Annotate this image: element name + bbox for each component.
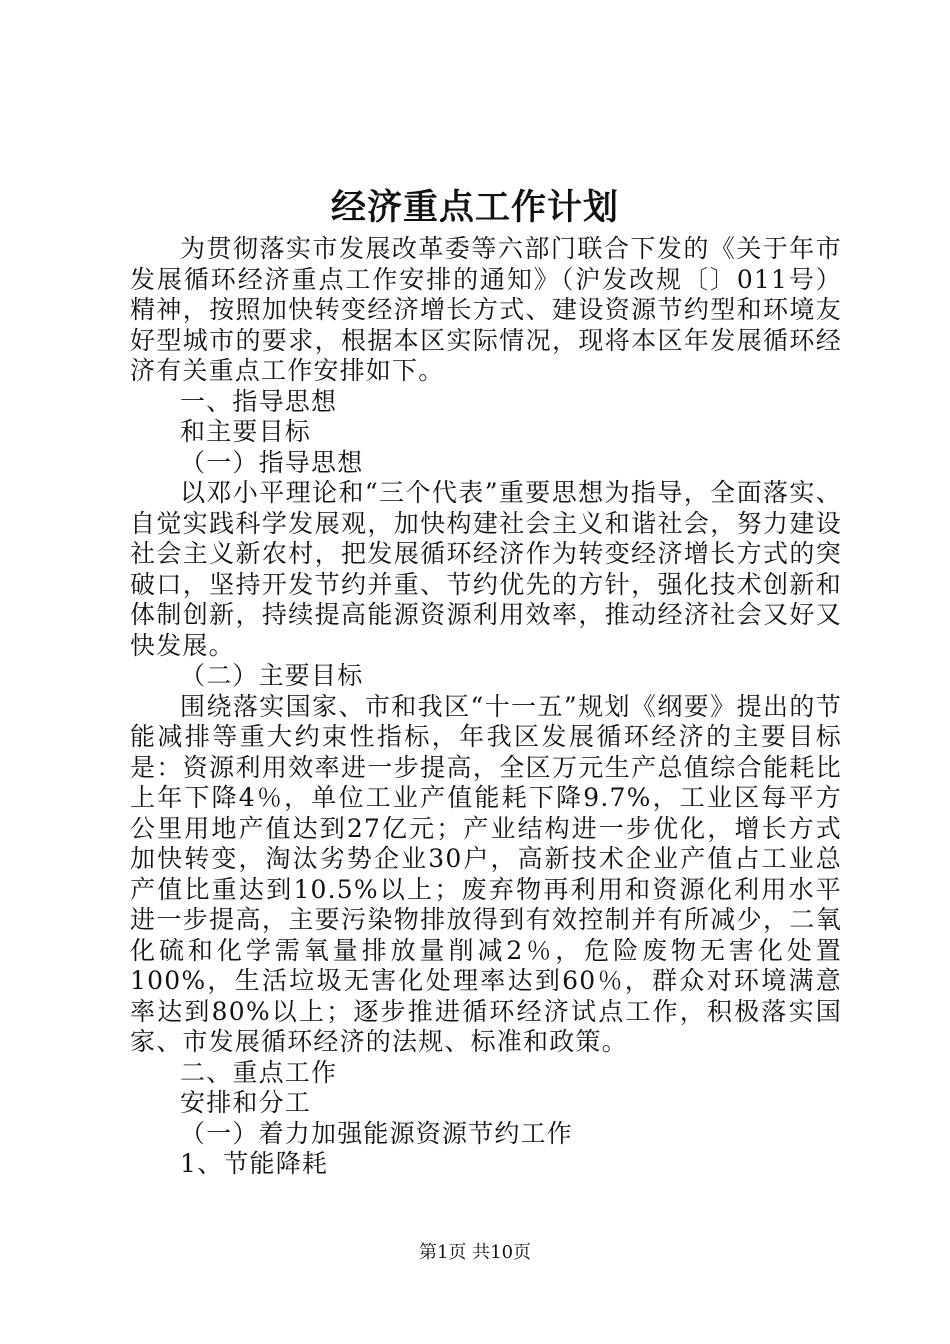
document-title: 经济重点工作计划	[330, 187, 619, 228]
subsection-heading-energy-saving: （一）着力加强能源资源节约工作	[180, 1118, 574, 1148]
section-heading-2: 二、重点工作	[180, 1057, 338, 1087]
intro-paragraph: 为贯彻落实市发展改革委等六部门联合下发的《关于年市发展循环经济重点工作安排的通知》（沪发改规〔〕011号）精神，按照加快转变经济增长方式、建设资源节约型和环境友好型城市的要求，根据本区实际情况，现将本区年发展循环经济有关重点工作安排如下。	[130, 234, 842, 385]
section-heading-1-cont: 和主要目标	[180, 417, 312, 446]
subsection-heading-guiding-thought: （一）指导思想	[180, 447, 364, 477]
item-heading-energy-reduction: 1、节能降耗	[180, 1149, 329, 1178]
section-heading-2-cont: 安排和分工	[180, 1088, 312, 1117]
page-footer: 第1页 共10页	[418, 1242, 532, 1263]
main-goals-paragraph: 围绕落实国家、市和我区“十一五”规划《纲要》提出的节能减排等重大约束性指标，年我区发展循环经济的主要目标是：资源利用效率进一步提高，全区万元生产总值综合能耗比上年下降4％，单位工业产值能耗下降9.7%，工业区每平方公里用地产值达到27亿元；产业结构进一步优化，增长方式加快转变，淘汰劣势企业30户，高新技术企业产值占工业总产值比重达到10.5%以上；废弃物再利用和资源化利用水平进一步提高，主要污染物排放得到有效控制并有所减少，二氧化硫和化学需氧量排放量削减2％，危险废物无害化处置100%，生活垃圾无害化处理率达到60％，群众对环境满意率达到80%以上；逐步推进循环经济试点工作，积极落实国家、市发展循环经济的法规、标准和政策。	[130, 691, 842, 1056]
subsection-heading-main-goals: （二）主要目标	[180, 661, 364, 690]
guiding-thought-paragraph: 以邓小平理论和“三个代表”重要思想为指导，全面落实、自觉实践科学发展观，加快构建社会主义和谐社会，努力建设社会主义新农村，把发展循环经济作为转变经济增长方式的突破口，坚持开发节约并重、节约优先的方针，强化技术创新和体制创新，持续提高能源资源利用效率，推动经济社会又好又快发展。	[130, 478, 842, 660]
section-heading-1: 一、指导思想	[180, 386, 338, 416]
document-body	[130, 234, 842, 1180]
